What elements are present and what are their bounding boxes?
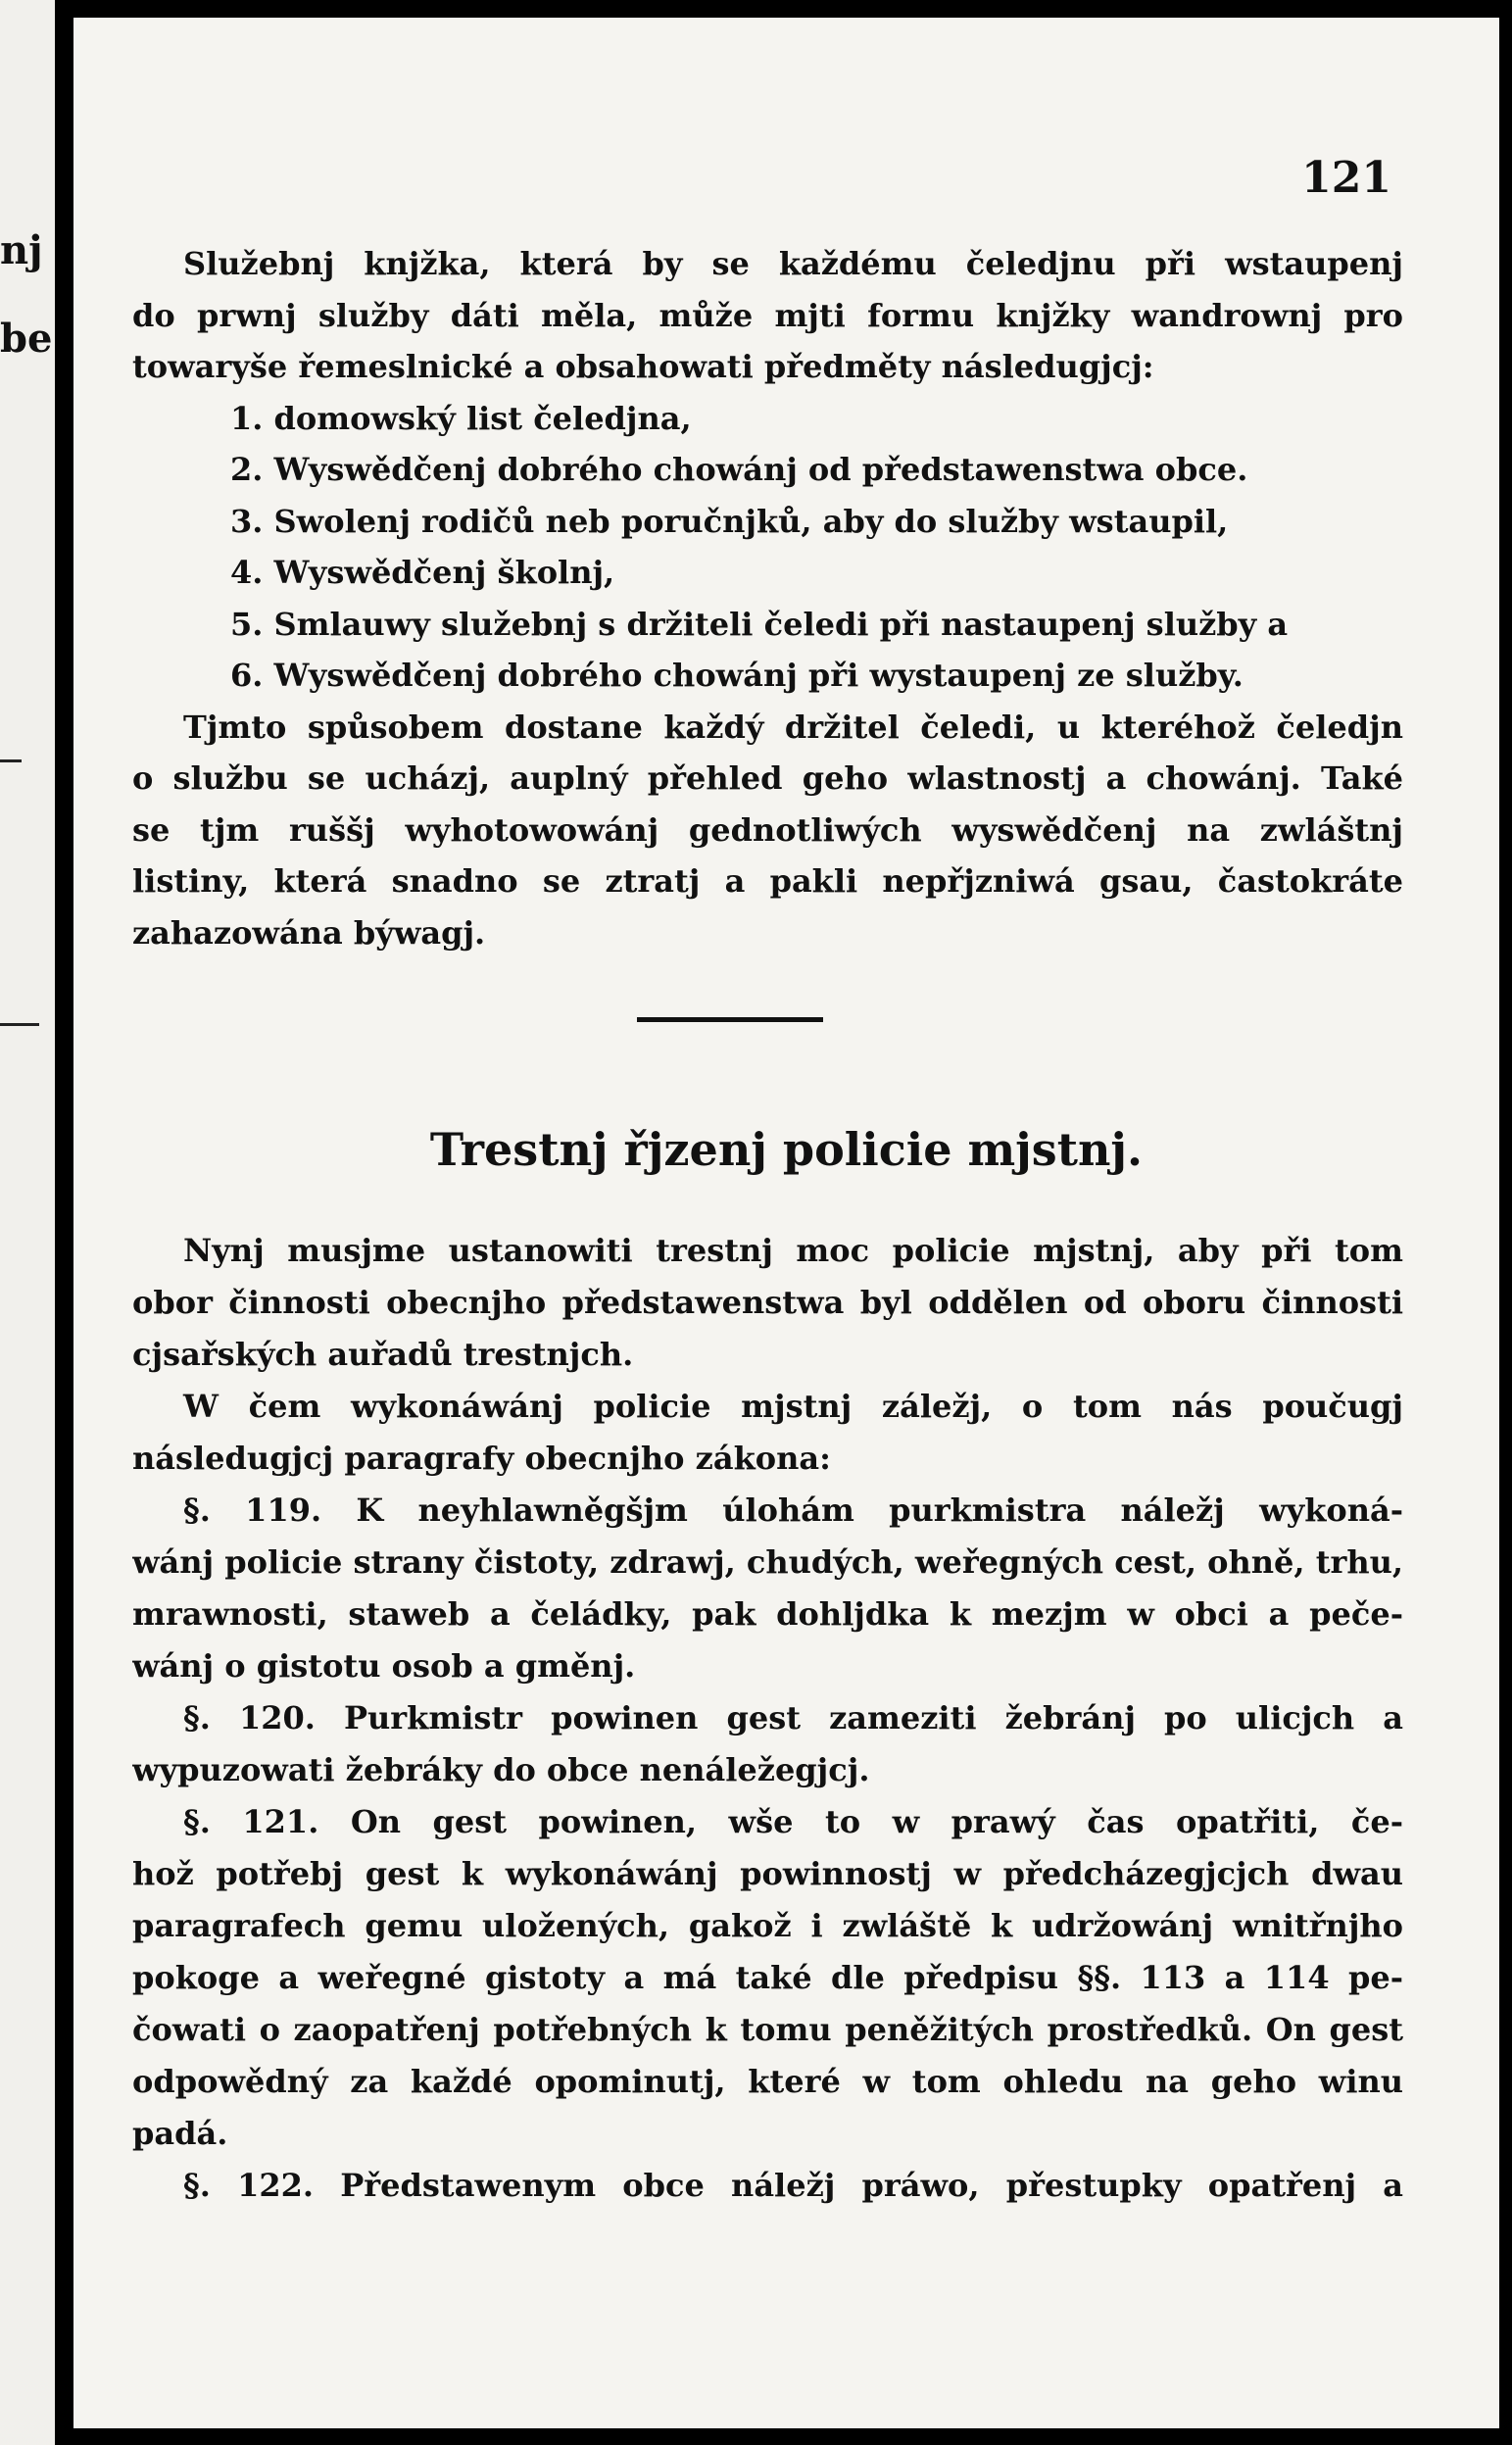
text-line: mrawnosti, staweb a čeládky, pak dohljdka k mezjm w obci a peče- [132,1595,1403,1633]
paragraph-block-one [132,238,1403,958]
section-heading: Trestnj řjzenj policie mjstnj. [429,1123,1144,1176]
text-line: následugjcj paragrafy obecnjho zákona: [132,1440,831,1477]
text-line: hož potřebj gest k wykonáwánj powinnostj w předcházegjcjch dwau [132,1855,1403,1892]
list-item: 5. Smlauwy služebnj s držiteli čeledi při nastaupenj služby a [230,605,1289,643]
text-line: do prwnj služby dáti měla, může mjti formu knjžky wandrownj pro [132,296,1403,334]
section-separator [637,1017,823,1022]
text-line: Tjmto spůsobem dostane každý držitel čeledi, u kteréhož čeledjn [183,708,1403,746]
text-line: obor činnosti obecnjho předstawenstwa byl oddělen od oboru činnosti [132,1284,1403,1321]
previous-page-mark [0,759,22,762]
text-line: padá. [132,2115,228,2152]
text-line: wypuzowati žebráky do obce nenáležegjcj. [132,1751,870,1788]
text-line: zahazowána býwagj. [132,913,486,952]
list-item: 4. Wyswědčenj školnj, [230,554,615,591]
list-item: 1. domowský list čeledjna, [230,399,692,437]
text-line: Nynj musjme ustanowiti trestnj moc policie mjstnj, aby při tom [183,1232,1403,1269]
text-line: wánj policie strany čistoty, zdrawj, chudých, weřegných cest, ohně, trhu, [132,1543,1403,1581]
text-line: paragrafech gemu uložených, gakož i zwláště k udržowánj wnitřnjho [132,1907,1403,1944]
list-item: 2. Wyswědčenj dobrého chowánj od předstawenstwa obce. [230,451,1248,488]
text-line: listiny, která snadno se ztratj a pakli nepřjzniwá gsau, častokráte [132,862,1403,900]
page-number: 121 [1301,153,1391,203]
previous-page-fragment: nj [0,227,43,273]
previous-page-mark [0,1023,39,1026]
text-line: cjsařských auřadů trestnjch. [132,1336,634,1373]
text-line: wánj o gistotu osob a gměnj. [132,1647,636,1685]
book-page [73,18,1499,2428]
text-line: §. 122. Předstawenym obce náležj práwo, přestupky opatřenj a [183,2167,1403,2204]
text-line: se tjm ruššj wyhotowowánj gednotliwých wyswědčenj na zwláštnj [132,810,1403,849]
text-line: odpowědný za každé opominutj, které w tom ohledu na geho winu [132,2063,1403,2100]
text-line: §. 119. K neyhlawněgšjm úlohám purkmistra náležj wykoná- [183,1491,1403,1529]
text-line: pokoge a weřegné gistoty a má také dle předpisu §§. 113 a 114 pe- [132,1959,1403,1996]
text-line: Služebnj knjžka, která by se každému čeledjnu při wstaupenj [183,245,1403,282]
list-item: 6. Wyswědčenj dobrého chowánj při wystaupenj ze služby. [230,657,1244,694]
text-line: §. 120. Purkmistr powinen gest zameziti žebránj po ulicjch a [183,1699,1403,1736]
text-line: čowati o zaopatřenj potřebných k tomu peněžitých prostředků. On gest [132,2011,1403,2048]
text-line: o službu se ucházj, auplný přehled geho wlastnostj a chowánj. Také [132,759,1403,797]
text-line: §. 121. On gest powinen, wše to w prawý čas opatřiti, če- [183,1803,1403,1840]
paragraph-block-two [132,1225,1403,2212]
text-line: W čem wykonáwánj policie mjstnj záležj, o tom nás poučugj [183,1388,1403,1425]
previous-page-edge [0,0,55,2445]
text-line: towaryše řemeslnické a obsahowati předměty následugjcj: [132,348,1154,385]
list-item: 3. Swolenj rodičů neb poručnjků, aby do služby wstaupil, [230,502,1229,540]
previous-page-fragment: be [0,316,53,362]
